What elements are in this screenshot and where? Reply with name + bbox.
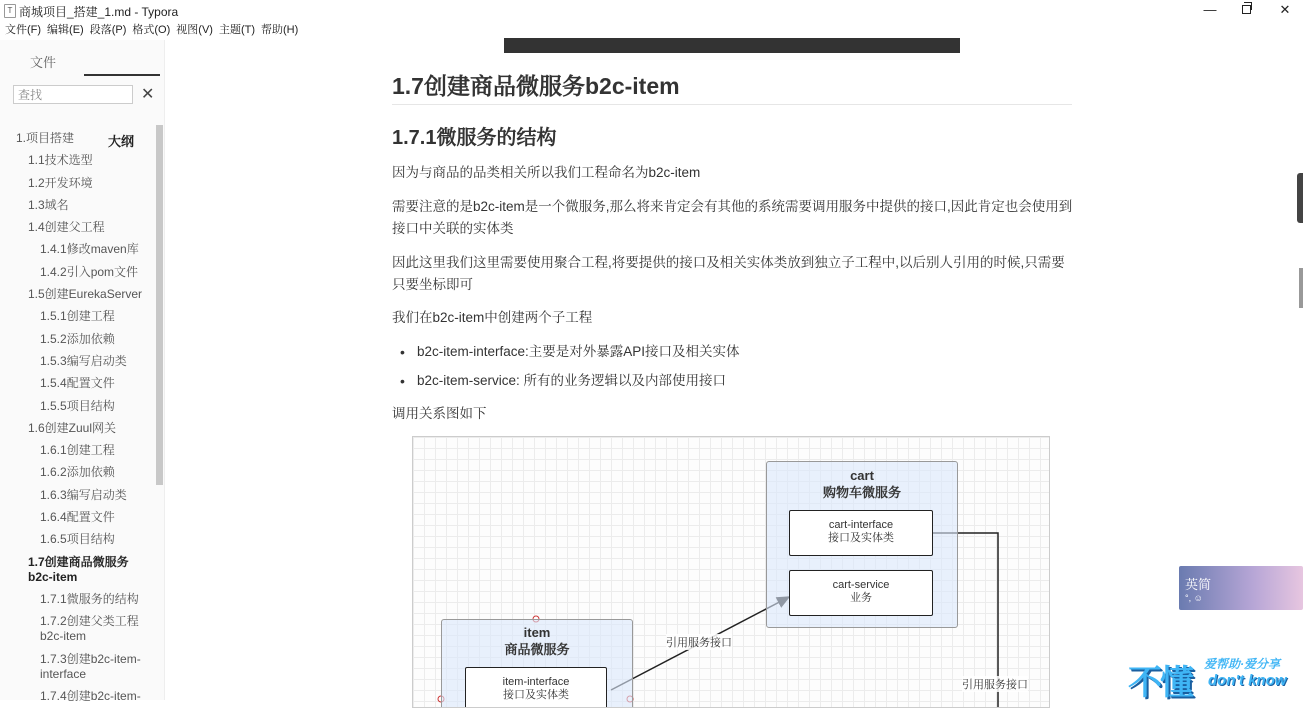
outline-item[interactable]: 1.3域名 — [28, 197, 69, 212]
outline-item[interactable]: 1.5.3编写启动类 — [40, 353, 127, 368]
heading-divider — [392, 104, 1072, 105]
outline-list — [0, 131, 160, 711]
heading-1: 1.7创建商品微服务b2c-item — [392, 73, 680, 99]
window-title: 商城项目_搭建_1.md - Typora — [19, 5, 179, 19]
item-interface-sublabel: 接口及实体类 — [503, 689, 569, 701]
cart-interface-box[interactable] — [789, 510, 933, 556]
minimize-button[interactable]: — — [1203, 2, 1217, 17]
outline-item[interactable]: 1.6.3编写启动类 — [40, 487, 127, 502]
clear-search-icon[interactable]: ✕ — [141, 86, 155, 103]
floating-side-handle[interactable] — [1299, 268, 1303, 308]
watermark-slogan: 爱帮助·爱分享 — [1204, 657, 1280, 671]
menu-view[interactable]: 视图(V) — [176, 24, 213, 36]
list-item: • b2c-item-service: 所有的业务逻辑以及内部使用接口 — [417, 370, 726, 392]
cart-title: cart — [850, 468, 874, 483]
outline-item[interactable]: 1.4创建父工程 — [28, 220, 105, 235]
edge-label-reference: 引用服务接口 — [666, 634, 732, 650]
watermark-logo: 不懂 — [1128, 663, 1192, 703]
restore-button[interactable] — [1231, 0, 1261, 20]
outline-item[interactable]: 1.5.2添加依赖 — [40, 331, 115, 346]
cart-service-box[interactable] — [789, 570, 933, 616]
call-relationship-diagram[interactable] — [412, 436, 1050, 708]
ime-mode-label: 英简 — [1185, 577, 1212, 592]
outline-item[interactable]: 1.7.4创建b2c-item- — [40, 688, 141, 703]
menu-bar — [0, 21, 299, 39]
outline-item[interactable]: 1.6创建Zuul网关 — [28, 420, 117, 435]
outline-item[interactable]: 1.5.4配置文件 — [40, 376, 115, 391]
list-item: • b2c-item-interface:主要是对外暴露API接口及相关实体 — [417, 341, 740, 363]
active-tab-indicator — [84, 74, 160, 76]
code-block-edge — [504, 38, 960, 53]
outline-item[interactable]: 1.7创建商品微服务 b2c-item — [28, 554, 129, 584]
paragraph-4: 我们在b2c-item中创建两个子工程 — [392, 310, 593, 325]
cart-subtitle: 购物车微服务 — [822, 485, 901, 500]
document-area — [165, 40, 1303, 700]
ime-sub-label: °, ☺ — [1185, 593, 1203, 603]
title-bar — [0, 0, 1303, 20]
floating-side-tab[interactable] — [1297, 173, 1303, 223]
sidebar-scrollbar[interactable] — [156, 125, 163, 485]
item-subtitle: 商品微服务 — [504, 642, 570, 657]
heading-2: 1.7.1微服务的结构 — [392, 127, 557, 149]
outline-item[interactable]: 1.6.1创建工程 — [40, 443, 115, 458]
outline-item[interactable]: 1.4.1修改maven库 — [40, 242, 139, 257]
tab-files[interactable]: 文件 — [30, 55, 57, 70]
outline-item[interactable]: 1.项目搭建 — [16, 131, 75, 145]
cart-service-sublabel: 业务 — [850, 592, 872, 604]
menu-paragraph[interactable]: 段落(P) — [89, 24, 127, 36]
outline-item[interactable]: 1.6.4配置文件 — [40, 510, 115, 525]
paragraph-5: 调用关系图如下 — [392, 406, 487, 421]
outline-item[interactable]: 1.7.2创建父类工程 b2c-item — [40, 614, 139, 644]
site-watermark — [1128, 650, 1303, 703]
menu-format[interactable]: 格式(O) — [132, 24, 171, 36]
close-window-button[interactable]: ✕ — [1279, 2, 1291, 17]
sidebar — [0, 40, 165, 703]
outline-item[interactable]: 1.7.3创建b2c-item- interface — [40, 651, 141, 681]
outline-item[interactable]: 1.2开发环境 — [28, 175, 93, 190]
paragraph-1: 因为与商品的品类相关所以我们工程命名为b2c-item — [392, 165, 701, 180]
menu-help[interactable]: 帮助(H) — [261, 24, 299, 36]
item-title: item — [523, 625, 551, 640]
outline-item[interactable]: 1.4.2引入pom文件 — [40, 264, 139, 279]
outline-search-input[interactable]: 查找 — [13, 85, 133, 104]
outline-item[interactable]: 1.6.2添加依赖 — [40, 465, 115, 480]
outline-item[interactable]: 1.5.1创建工程 — [40, 309, 115, 324]
cart-interface-sublabel: 接口及实体类 — [828, 532, 894, 544]
outline-item[interactable]: 1.5.5项目结构 — [40, 398, 115, 413]
outline-item[interactable]: 1.6.5项目结构 — [40, 532, 115, 547]
watermark-english: don't know — [1208, 672, 1287, 689]
paragraph-2: 需要注意的是b2c-item是一个微服务,那么将来肯定会有其他的系统需要调用服务中提供的接口,因此肯定也会使用到接口中关联的实体类 — [392, 199, 1073, 236]
menu-file[interactable]: 文件(F) — [5, 24, 42, 36]
ime-status-widget[interactable] — [1179, 566, 1303, 610]
restore-icon — [1242, 5, 1251, 14]
cart-service-label: cart-service — [832, 579, 890, 591]
outline-item[interactable]: 1.5创建EurekaServer — [28, 287, 143, 302]
tab-outline[interactable]: 大纲 — [108, 134, 135, 149]
menu-edit[interactable]: 编辑(E) — [47, 24, 84, 36]
edge-label-reference: 引用服务接口 — [962, 676, 1028, 692]
paragraph-3: 因此这里我们这里需要使用聚合工程,将要提供的接口及相关实体类放到独立子工程中,以后别人引用的时候,只需要只要坐标即可 — [392, 255, 1065, 292]
outline-item[interactable]: 1.7.1微服务的结构 — [40, 591, 139, 606]
outline-item[interactable]: 1.1技术选型 — [28, 153, 93, 168]
item-interface-box[interactable] — [465, 667, 607, 708]
menu-theme[interactable]: 主题(T) — [218, 24, 255, 36]
cart-interface-label: cart-interface — [828, 519, 894, 531]
item-interface-label: item-interface — [502, 676, 570, 688]
typora-app-icon: T — [4, 4, 16, 18]
